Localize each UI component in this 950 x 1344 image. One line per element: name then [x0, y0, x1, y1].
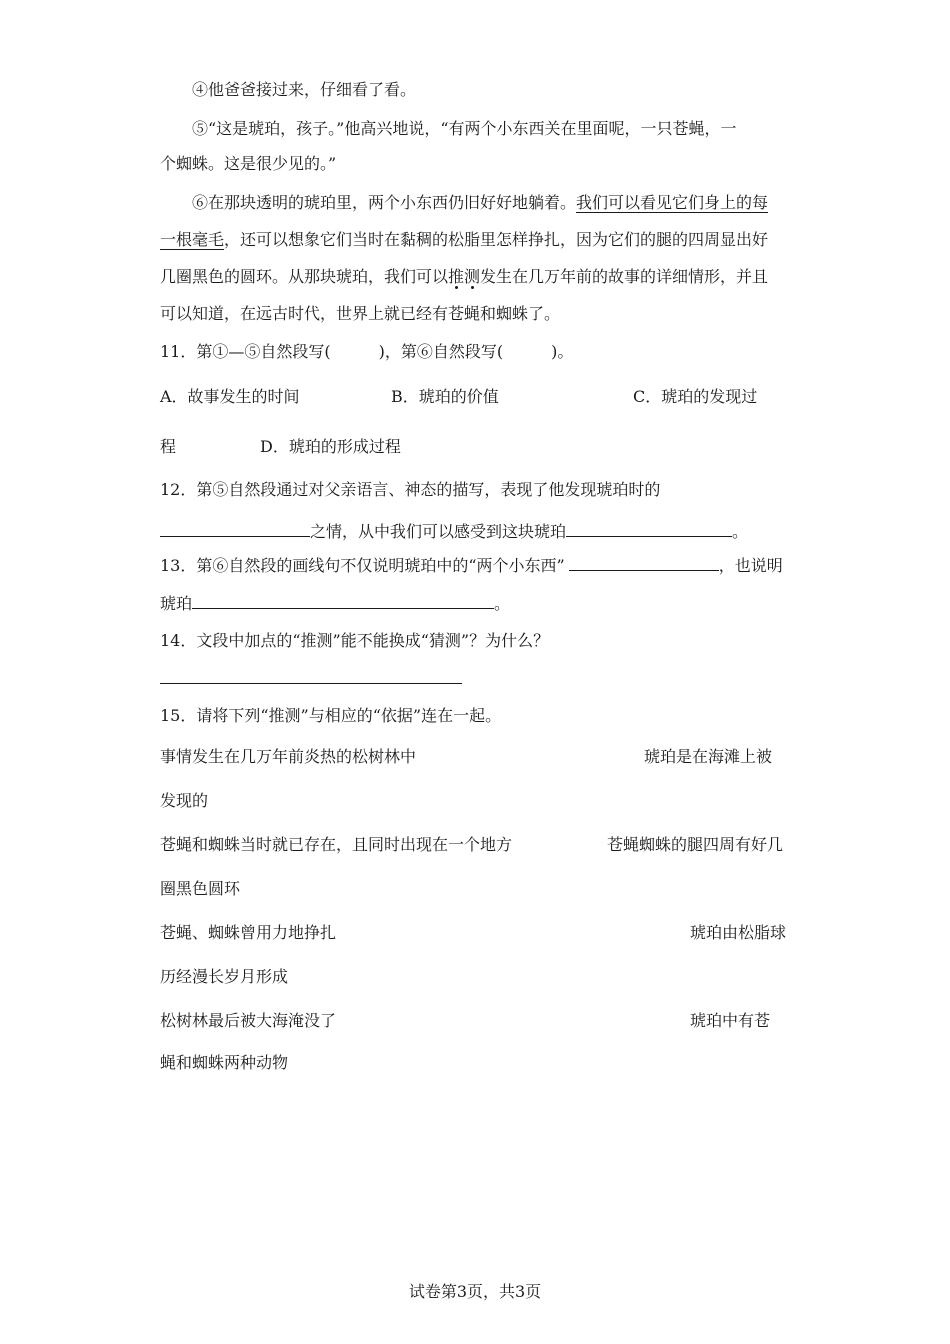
q13-text: 13．第⑥自然段的画线句不仅说明琥珀中的“两个小东西” — [160, 556, 565, 575]
q15-right-3[interactable]: 琥珀由松脂球 — [690, 923, 787, 942]
q11-option-c: C．琥珀的发现过 — [633, 387, 758, 406]
q12-text: 12．第⑤自然段通过对父亲语言、神态的描写，表现了他发现琥珀时的 — [160, 480, 661, 499]
q13-line2-end: 。 — [494, 594, 511, 613]
q15-pair-4-cont — [160, 1052, 792, 1074]
question-14 — [160, 630, 792, 652]
q15-right-4-cont: 蝇和蜘蛛两种动物 — [160, 1053, 289, 1072]
paragraph-6-text-3b: 发生在几万年前的故事的详细情形，并且 — [480, 267, 769, 286]
page-footer: 试卷第3页，共3页 — [408, 1282, 542, 1301]
q11-option-a: A．故事发生的时间 — [160, 387, 300, 406]
q15-right-2-cont: 圈黑色圆环 — [160, 879, 241, 898]
q13-line1-end: ，也说明 — [718, 556, 783, 575]
q14-text: 14．文段中加点的“推测”能不能换成“猜测”？为什么？ — [160, 631, 550, 650]
paragraph-5-line-2 — [160, 153, 792, 175]
dotted-char-ce: 测 — [464, 267, 481, 286]
q12-mid-text: 之情，从中我们可以感受到这块琥珀 — [310, 522, 567, 541]
q15-prompt: 15．请将下列“推测”与相应的“依据”连在一起。 — [160, 706, 502, 725]
q13-line-2 — [160, 592, 792, 615]
q11-part-1: 11．第①—⑤自然段写( — [160, 342, 331, 361]
q15-left-2[interactable]: 苍蝇和蜘蛛当时就已存在，且同时出现在一个地方 — [160, 835, 513, 854]
paragraph-5-text-2: 个蜘蛛。这是很少见的。” — [160, 154, 337, 173]
paragraph-6-text-3a: 几圈黑色的圆环。从那块琥珀，我们可以 — [160, 267, 449, 286]
q11-option-c-cont: 程 — [160, 437, 177, 456]
underlined-sentence-part-2: 一根毫毛 — [160, 230, 225, 249]
paragraph-5-text-1: ⑤“这是琥珀，孩子。”他高兴地说，“有两个小东西关在里面呢，一只苍蝇，一 — [192, 119, 737, 138]
paragraph-6-text-1: ⑥在那块透明的琥珀里，两个小东西仍旧好好地躺着。 — [192, 193, 577, 212]
dotted-char-tui: 推 — [448, 267, 465, 286]
q15-pair-3-cont — [160, 966, 792, 988]
q15-right-1-cont: 发现的 — [160, 791, 209, 810]
q15-right-4[interactable]: 琥珀中有苍 — [690, 1011, 771, 1030]
paragraph-6-line-2 — [160, 229, 792, 251]
q13-blank-2[interactable] — [192, 592, 494, 609]
q13-blank-1[interactable] — [569, 554, 719, 571]
q11-option-d: D．琥珀的形成过程 — [260, 437, 401, 456]
question-12 — [160, 479, 792, 501]
paragraph-4-text: ④他爸爸接过来，仔细看了看。 — [192, 80, 417, 99]
paragraph-4 — [192, 79, 792, 101]
question-11 — [160, 341, 792, 363]
q15-left-3[interactable]: 苍蝇、蜘蛛曾用力地挣扎 — [160, 923, 337, 942]
q15-right-3-cont: 历经漫长岁月形成 — [160, 967, 289, 986]
q11-part-2: )，第⑥自然段写( — [378, 342, 504, 361]
paragraph-6-text-4: 可以知道，在远古时代，世界上就已经有苍蝇和蜘蛛了。 — [160, 304, 561, 323]
q15-pair-2-cont — [160, 878, 792, 900]
paragraph-6-line-3 — [160, 266, 792, 288]
question-13 — [160, 554, 792, 577]
q15-right-1[interactable]: 琥珀是在海滩上被 — [644, 747, 773, 766]
paragraph-6-line-4 — [160, 303, 792, 325]
q15-pair-1-cont — [160, 790, 792, 812]
q12-blank-2[interactable] — [566, 520, 732, 537]
paragraph-5-line-1 — [192, 118, 792, 140]
q11-option-b: B．琥珀的价值 — [391, 387, 499, 406]
q15-left-4[interactable]: 松树林最后被大海淹没了 — [160, 1011, 337, 1030]
underlined-sentence-part-1: 我们可以看见它们身上的每 — [576, 193, 769, 212]
q15-left-1[interactable]: 事情发生在几万年前炎热的松树林中 — [160, 747, 417, 766]
question-15 — [160, 705, 792, 727]
q13-line2-text: 琥珀 — [160, 594, 193, 613]
q12-line-2 — [160, 520, 792, 543]
q15-right-2[interactable]: 苍蝇蜘蛛的腿四周有好几 — [607, 835, 784, 854]
q11-part-3: )。 — [551, 342, 574, 361]
paragraph-6-text-2: ，还可以想象它们当时在黏稠的松脂里怎样挣扎，因为它们的腿的四周显出好 — [224, 230, 769, 249]
q12-end: 。 — [732, 522, 749, 541]
paragraph-6-line-1 — [192, 192, 792, 214]
q12-blank-1[interactable] — [160, 520, 310, 537]
q14-answer-line[interactable] — [160, 683, 462, 684]
